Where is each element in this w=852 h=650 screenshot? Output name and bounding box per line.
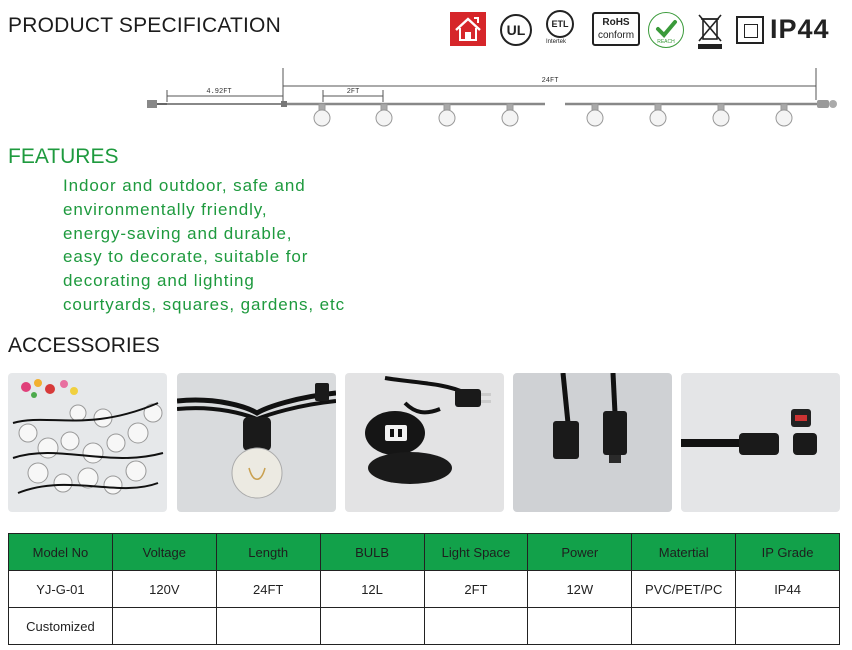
table-cell [528,608,632,645]
total-length-label: 24FT [541,77,559,85]
bulb-icon [314,104,330,126]
table-header-row [9,534,840,571]
table-row [9,571,840,608]
house-certification-icon [450,12,486,46]
features-line: decorating and lighting [63,271,255,291]
table-header-cell: Light Space [424,534,528,571]
table-cell: YJ-G-01 [9,571,113,608]
lead-length-label: 4.92FT [206,88,232,96]
rohs-line2: conform [597,30,635,41]
etl-intertek-icon [546,10,580,50]
page-title: PRODUCT SPECIFICATION [8,14,281,37]
spec-table [8,533,840,645]
table-header-cell: Matertial [632,534,736,571]
bulb-string-bundle-photo [8,373,167,512]
table-header-cell: Length [216,534,320,571]
table-header-cell: IP Grade [736,534,840,571]
string-light-dimension-diagram [145,60,845,135]
table-cell: 12W [528,571,632,608]
features-text [63,174,345,317]
etl-sub-label: Intertek [546,39,567,45]
table-cell [736,608,840,645]
certification-icons [450,8,846,50]
bulb-icon [439,104,455,126]
table-cell [424,608,528,645]
cable-connector-photo [513,373,672,512]
bulb-icon [713,104,729,126]
etl-mark: ETL [546,10,574,38]
table-header-cell: BULB [320,534,424,571]
features-line: environmentally friendly, [63,199,268,219]
rohs-icon [592,12,640,46]
table-cell: Customized [9,608,113,645]
double-insulation-icon [736,16,764,44]
features-line: courtyards, squares, gardens, etc [63,294,345,314]
table-cell: IP44 [736,571,840,608]
ul-icon: UL [500,14,532,46]
table-header-cell: Model No [9,534,113,571]
end-connector-icon [817,100,837,108]
bulb-icon [502,104,518,126]
table-cell: 120V [112,571,216,608]
bulb-icon [650,104,666,126]
reach-label: REACH [657,39,675,45]
accessories-heading: ACCESSORIES [8,334,160,357]
table-header-cell: Voltage [112,534,216,571]
reach-icon [648,12,684,48]
weee-crossed-bin-icon [696,12,724,50]
table-cell [216,608,320,645]
bulb-icon [376,104,392,126]
bulb-socket-photo [177,373,336,512]
connector-cap-photo [681,373,840,512]
table-cell [320,608,424,645]
table-cell [112,608,216,645]
table-cell [632,608,736,645]
bulb-icon [587,104,603,126]
rohs-line1: RoHS [602,17,630,28]
waterproof-plug-photo [345,373,504,512]
table-cell: 12L [320,571,424,608]
ip-rating-label: IP44 [770,14,830,44]
table-cell: 2FT [424,571,528,608]
bulb-icon [776,104,792,126]
features-line: energy-saving and durable, [63,223,293,243]
table-cell: 24FT [216,571,320,608]
features-line: Indoor and outdoor, safe and [63,176,306,195]
table-row [9,608,840,645]
table-cell: PVC/PET/PC [632,571,736,608]
features-heading: FEATURES [8,145,119,168]
plug-icon [147,100,167,108]
table-header-cell: Power [528,534,632,571]
features-line: easy to decorate, suitable for [63,247,309,267]
spacing-label: 2FT [346,88,360,96]
